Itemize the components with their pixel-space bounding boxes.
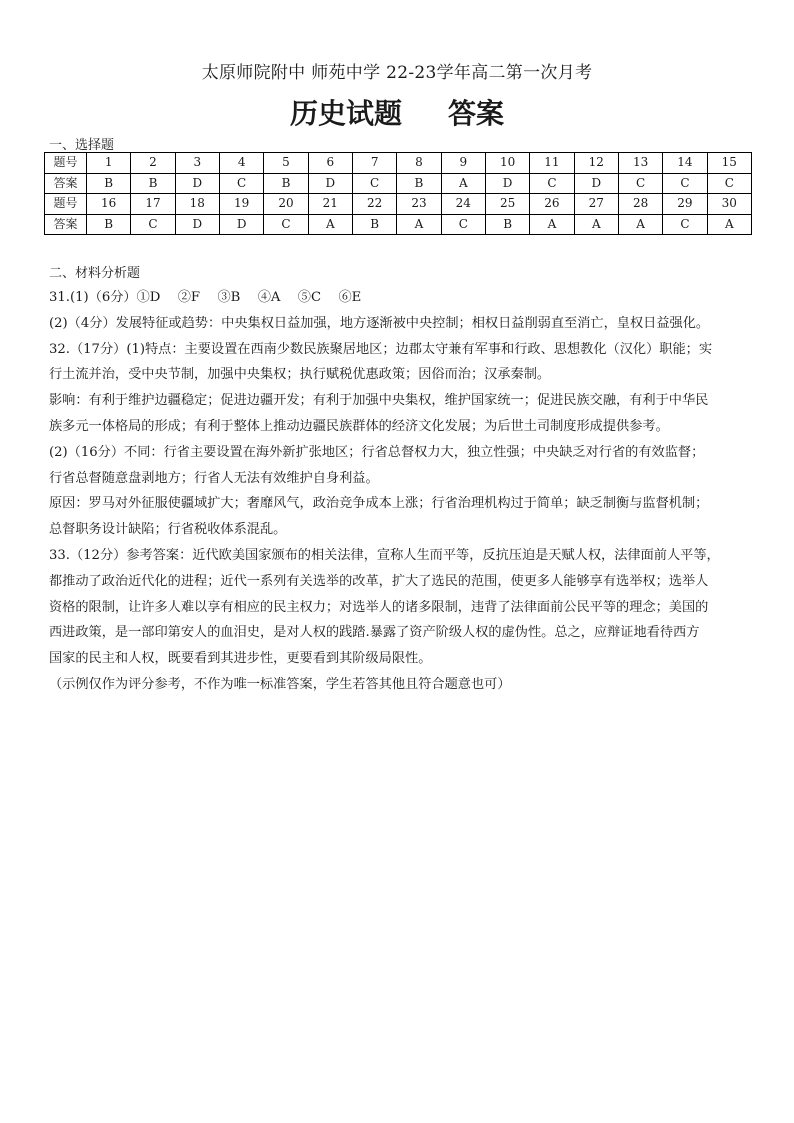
table-cell: 11 [530,153,574,174]
answer-line: （示例仅作为评分参考，不作为唯一标准答案，学生若答其他且符合题意也可） [49,676,511,692]
table-cell: D [219,214,263,235]
answer-line: 31.(1)（6分）①D ②F ③B ④A ⑤C ⑥E [49,290,362,305]
answer-line: 西进政策，是一部印第安人的血泪史，是对人权的践踏.暴露了资产阶级人权的虚伪性。总之，应辩证地看待西方 [49,625,700,641]
row-label: 题号 [45,153,87,174]
table-cell: 19 [219,194,263,215]
table-cell: D [308,173,352,194]
table-cell: 12 [574,153,618,174]
table-cell: C [131,214,175,235]
table-cell: 27 [574,194,618,215]
table-cell: C [707,173,751,194]
table-cell: A [397,214,441,235]
table-cell: 8 [397,153,441,174]
table-cell: B [87,214,131,235]
page-title [0,92,794,132]
table-cell: D [485,173,529,194]
table-cell: B [131,173,175,194]
row-label: 题号 [45,194,87,215]
answer-line: (2)（16分）不同：行省主要设置在海外新扩张地区；行省总督权力大，独立性强；中央缺乏对行省的有效监督； [49,444,705,460]
answer-table [44,152,752,235]
table-cell: C [663,173,707,194]
answer-line: 都推动了政治近代化的进程；近代一系列有关选举的改革，扩大了选民的范围，使更多人能够享有选举权；选举人 [49,573,709,589]
table-cell: 10 [485,153,529,174]
table-cell: 9 [441,153,485,174]
table-cell: A [707,214,751,235]
table-row [45,194,752,215]
table-cell: D [175,173,219,194]
table-cell: 26 [530,194,574,215]
answer-line: 资格的限制，让许多人难以享有相应的民主权力；对选举人的诸多限制，违背了法律面前公民平等的理念；美国的 [49,599,709,615]
table-cell: 28 [618,194,662,215]
table-cell: C [663,214,707,235]
table-cell: D [175,214,219,235]
table-cell: 3 [175,153,219,174]
subject-title: 历史试题 [289,97,402,130]
section-analysis-title: 二、材料分析题 [49,266,141,281]
table-row [45,214,752,235]
table-cell: 25 [485,194,529,215]
table-cell: 20 [264,194,308,215]
table-cell: A [308,214,352,235]
answer-line: 影响：有利于维护边疆稳定；促进边疆开发；有利于加强中央集权，维护国家统一；促进民族交融，有利于中华民 [49,393,709,409]
table-cell: 30 [707,194,751,215]
answer-title: 答案 [448,97,505,130]
table-cell: 14 [663,153,707,174]
table-cell: A [441,173,485,194]
table-cell: C [530,173,574,194]
table-cell: 4 [219,153,263,174]
table-cell: 6 [308,153,352,174]
answer-line: (2)（4分）发展特征或趋势：中央集权日益加强，地方逐渐被中央控制；相权日益削弱直至消亡，皇权日益强化。 [49,315,710,331]
table-cell: 18 [175,194,219,215]
analysis-answers [49,285,757,698]
table-cell: 7 [352,153,396,174]
table-cell: C [441,214,485,235]
row-label: 答案 [45,214,87,235]
table-cell: B [485,214,529,235]
table-cell: 15 [707,153,751,174]
table-cell: 22 [352,194,396,215]
table-cell: 2 [131,153,175,174]
table-cell: B [87,173,131,194]
table-cell: A [618,214,662,235]
table-cell: 13 [618,153,662,174]
table-cell: B [352,214,396,235]
table-cell: C [352,173,396,194]
answer-line: 行土流并治，受中央节制，加强中央集权；执行赋税优惠政策；因俗而治；汉承秦制。 [49,367,551,383]
table-cell: 29 [663,194,707,215]
table-cell: B [397,173,441,194]
answer-line: 族多元一体格局的形成；有利于整体上推动边疆民族群体的经济文化发展；为后世土司制度形成提供参考。 [49,418,669,434]
table-cell: 24 [441,194,485,215]
table-cell: 5 [264,153,308,174]
school-title: 太原师院附中 师苑中学 22-23学年高二第一次月考 [201,63,593,83]
table-cell: A [530,214,574,235]
answer-line: 33.（12分）参考答案：近代欧美国家颁布的相关法律，宣称人生而平等，反抗压迫是天赋人权，法律面前人平等， [49,547,720,563]
table-cell: 1 [87,153,131,174]
table-cell: C [618,173,662,194]
answer-line: 行省总督随意盘剥地方；行省人无法有效维护自身利益。 [49,470,379,486]
answer-line: 原因：罗马对外征服使疆域扩大；奢靡风气，政治竞争成本上涨；行省治理机构过于简单；缺乏制衡与监督机制； [49,496,709,512]
table-cell: 16 [87,194,131,215]
table-cell: A [574,214,618,235]
table-cell: B [264,173,308,194]
table-cell: C [264,214,308,235]
table-row [45,173,752,194]
table-cell: D [574,173,618,194]
answer-line: 32.（17分）(1)特点：主要设置在西南少数民族聚居地区；边郡太守兼有军事和行政、思想教化（汉化）职能；实 [49,341,713,357]
table-cell: 21 [308,194,352,215]
row-label: 答案 [45,173,87,194]
answer-line: 总督职务设计缺陷；行省税收体系混乱。 [49,522,287,538]
table-cell: C [219,173,263,194]
table-cell: 23 [397,194,441,215]
section-choice-title: 一、选择题 [49,138,115,153]
answer-line: 国家的民主和人权，既要看到其进步性，更要看到其阶级局限性。 [49,651,432,667]
table-row [45,153,752,174]
table-cell: 17 [131,194,175,215]
